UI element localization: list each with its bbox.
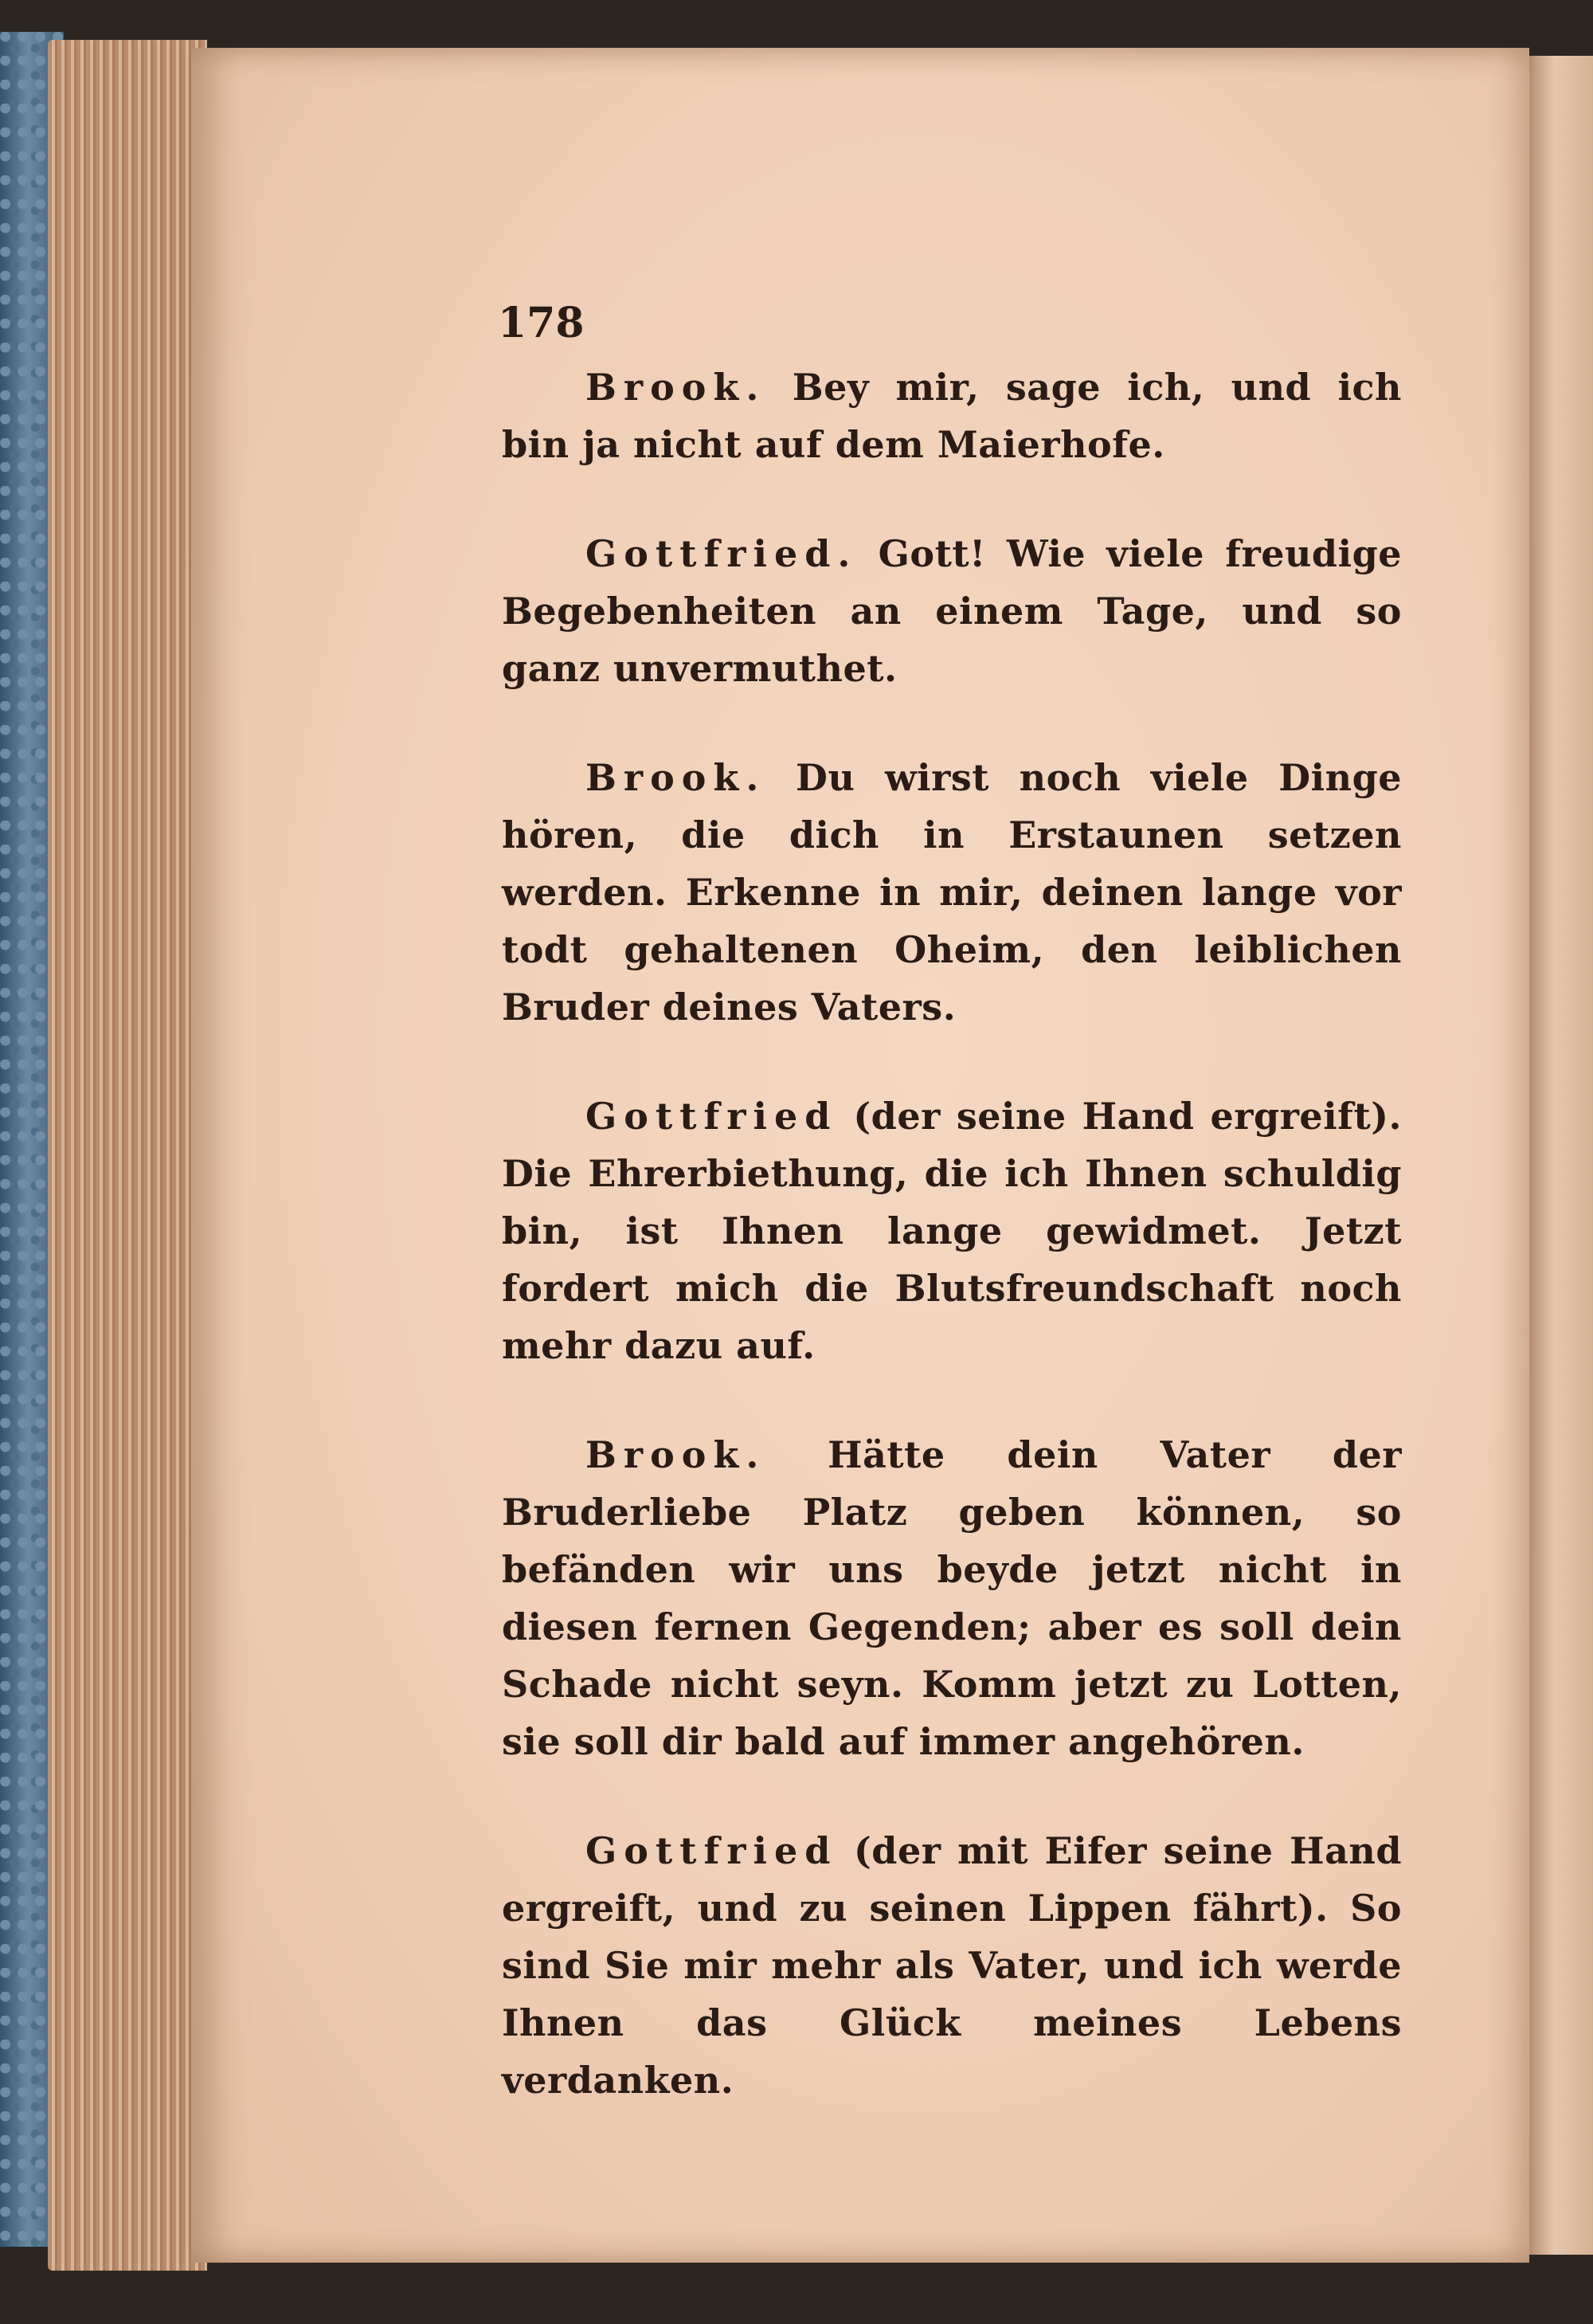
paragraph	[502, 1426, 1402, 1770]
page-text	[502, 303, 1402, 2161]
page-edges	[48, 40, 207, 2271]
speaker-name: Gottfried	[585, 1829, 838, 1872]
speaker-name: Brook.	[585, 756, 766, 799]
speaker-name: Gottfried	[585, 1095, 838, 1138]
stage-direction: (der seine Hand ergreift).	[853, 1095, 1402, 1138]
dialogue-text: Bey mir, sage ich, und ich bin ja nicht auf dem Maierhofe.	[502, 366, 1402, 466]
paragraph	[502, 749, 1402, 1036]
stage-direction: (der mit Eifer seine Hand ergreift, und zu seinen Lippen fährt).	[502, 1829, 1403, 1930]
speaker-name: Gottfried.	[585, 532, 858, 575]
paragraph	[502, 525, 1402, 697]
dialogue-text: Du wirst noch viele Dinge hören, die dich in Erstaunen setzen werden. Erkenne in mir, deinen lange vor todt gehaltenen Oheim, den leiblichen Bruder deines Vaters.	[502, 756, 1402, 1029]
speaker-name: Brook.	[585, 1433, 766, 1476]
dialogue-text: Hätte dein Vater der Bruderliebe Platz geben können, so befänden wir uns beyde jetzt nicht in diesen fernen Gegenden; aber es soll dein Schade nicht seyn. Komm jetzt zu Lotten, sie soll dir bald auf immer angehören.	[502, 1433, 1402, 1763]
facing-page-edge	[1529, 56, 1593, 2255]
dialogue-text: So sind Sie mir mehr als Vater, und ich werde Ihnen das Glück meines Lebens verdanken.	[502, 1887, 1402, 2102]
paragraph	[502, 359, 1402, 473]
dialogue-text: Die Ehrerbiethung, die ich Ihnen schuldig bin, ist Ihnen lange gewidmet. Jetzt fordert mich die Blutsfreundschaft noch mehr dazu auf.	[502, 1152, 1402, 1367]
page-number: 178	[498, 299, 585, 347]
speaker-name: Brook.	[585, 366, 766, 409]
paragraph	[502, 1822, 1402, 2109]
dialogue-text: Gott! Wie viele freudige Begebenheiten an einem Tage, und so ganz unvermuthet.	[502, 532, 1403, 690]
paragraph	[502, 1088, 1402, 1374]
